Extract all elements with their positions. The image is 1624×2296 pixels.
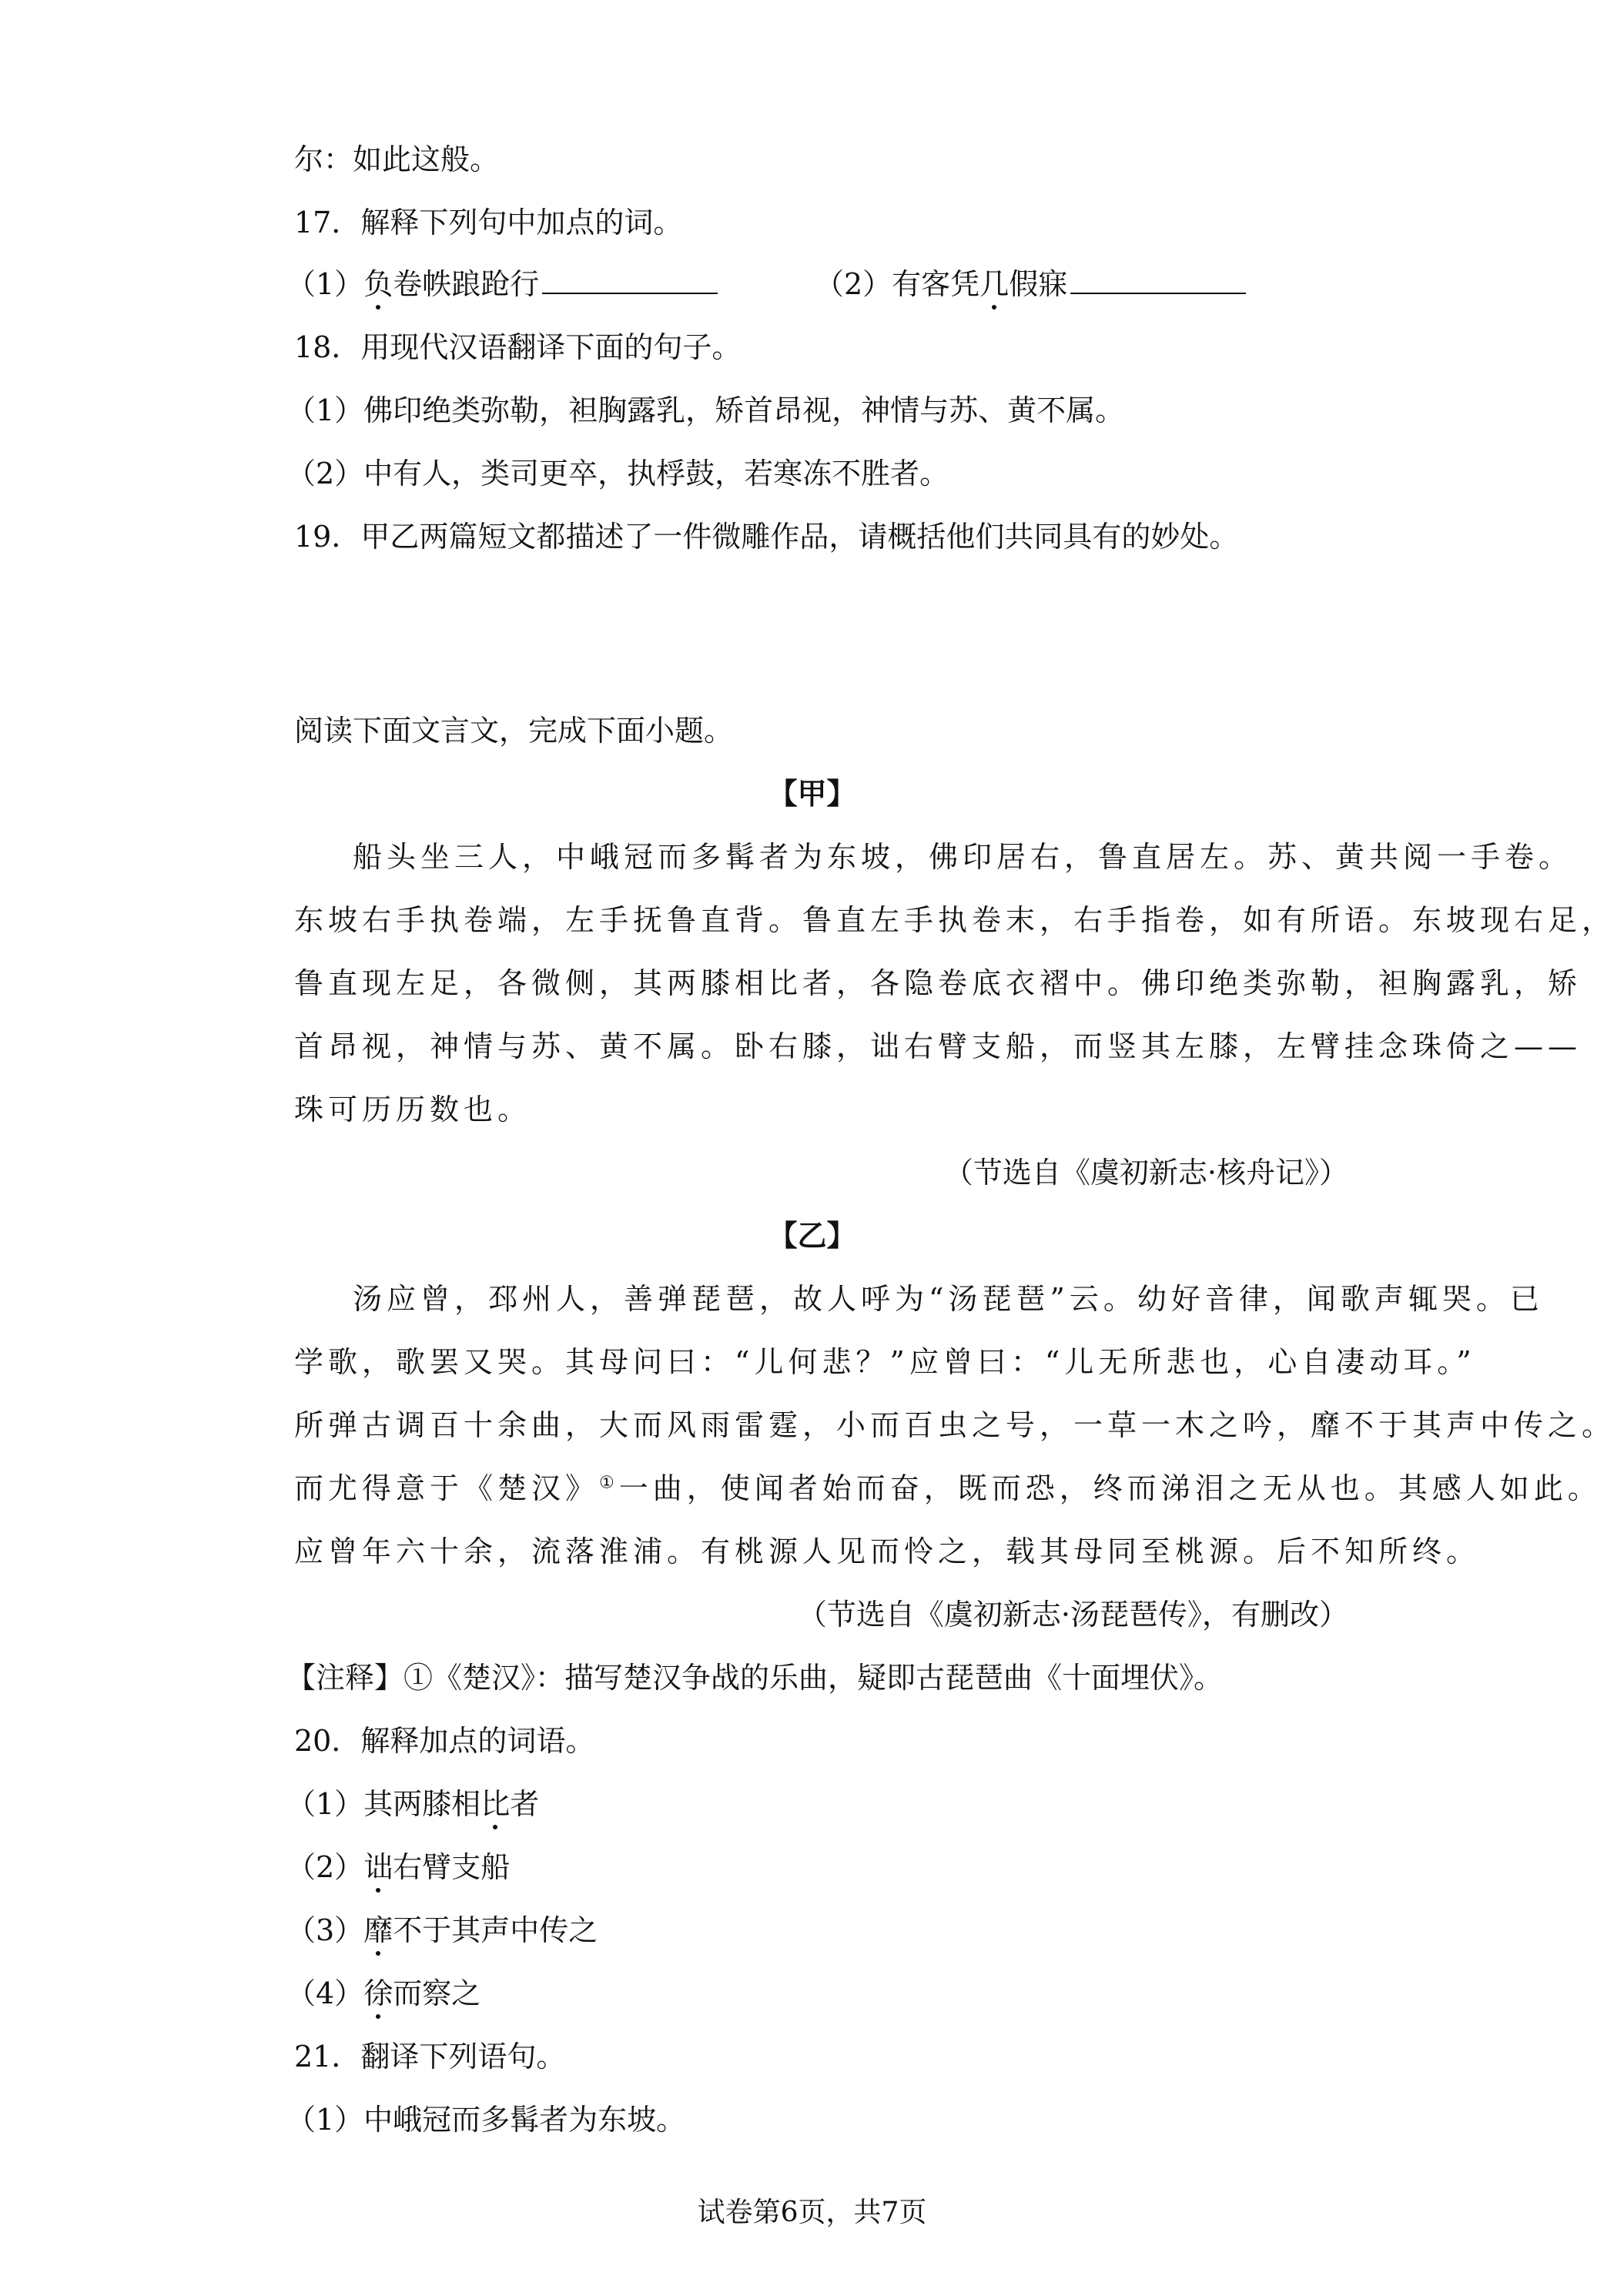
- passage-yi-line: 汤应曾，邳州人，善弹琵琶，故人呼为“汤琵琶”云。幼好音律，闻歌声辄哭。已: [353, 1282, 1544, 1316]
- passage-yi-line: [294, 1469, 1602, 1508]
- q17-item1-text: 卷帙踉跄行: [393, 267, 540, 301]
- q17-stem: 17．解释下列句中加点的词。: [294, 206, 683, 239]
- passage-jia-line: 船头坐三人，中峨冠而多髯者为东坡，佛印居右，鲁直居左。苏、黄共阅一手卷。: [353, 840, 1573, 874]
- q20-item1-prefix: （1）其两膝相: [286, 1787, 481, 1821]
- q17-item2-prefix: （2）有客凭: [815, 267, 980, 301]
- q20-item4-text: 而察之: [393, 1976, 481, 2010]
- reading-intro: 阅读下面文言文，完成下面小题。: [294, 714, 734, 748]
- annotation-note: 【注释】①《楚汉》：描写楚汉争战的乐曲，疑即古琵琶曲《十面埋伏》。: [286, 1661, 1224, 1695]
- q20-item3: [286, 1911, 598, 1950]
- passage-yi-line: 学歌，歌罢又哭。其母问曰：“儿何悲？”应曾曰：“儿无所悲也，心自凄动耳。”: [294, 1345, 1476, 1379]
- passage-jia-line: 鲁直现左足，各微侧，其两膝相比者，各隐卷底衣褶中。佛印绝类弥勒，袒胸露乳，矫: [294, 966, 1582, 1000]
- q20-item4-prefix: （4）: [286, 1976, 364, 2010]
- q17-item1-answer-blank[interactable]: [542, 266, 718, 294]
- passage-jia-line: 珠可历历数也。: [294, 1093, 532, 1126]
- q20-item1: [286, 1785, 539, 1823]
- passage-jia-heading: 【甲】: [768, 776, 856, 811]
- q20-item2-dotted: 诎: [363, 1848, 393, 1886]
- passage-yi-line4-text: 而尤得意于《楚汉》: [294, 1471, 600, 1505]
- q17-item1-dotted: 负: [363, 265, 393, 303]
- passage-yi-line: 应曾年六十余，流落淮浦。有桃源人见而怜之，载其母同至桃源。后不知所终。: [294, 1535, 1481, 1568]
- passage-jia-line: 东坡右手执卷端，左手抚鲁直背。鲁直左手执卷末，右手指卷，如有所语。东坡现右足，: [294, 903, 1616, 937]
- q21-item1: （1）中峨冠而多髯者为东坡。: [286, 2103, 686, 2137]
- q20-item2-text: 右臂支船: [393, 1850, 511, 1884]
- q17-item1-prefix: （1）: [286, 267, 364, 301]
- q20-item2: [286, 1848, 510, 1886]
- q17-item1: [286, 265, 718, 303]
- q20-item1-dotted: 比: [481, 1785, 510, 1823]
- top-note: 尔：如此这般。: [294, 142, 500, 176]
- q21-stem: 21．翻译下列语句。: [294, 2040, 566, 2073]
- q20-item3-prefix: （3）: [286, 1913, 364, 1947]
- q19-stem: 19．甲乙两篇短文都描述了一件微雕作品，请概括他们共同具有的妙处。: [294, 520, 1239, 554]
- passage-yi-heading: 【乙】: [768, 1218, 856, 1253]
- q20-item2-prefix: （2）: [286, 1850, 364, 1884]
- passage-yi-line: 所弹古调百十余曲，大而风雨雷霆，小而百虫之号，一草一木之吟，靡不于其声中传之。: [294, 1408, 1616, 1442]
- passage-yi-line4-text-cont: 一曲，使闻者始而奋，既而恐，终而涕泪之无从也。其感人如此。: [618, 1471, 1602, 1505]
- q18-item1: （1）佛印绝类弥勒，袒胸露乳，矫首昂视，神情与苏、黄不属。: [286, 393, 1125, 427]
- q17-item2-dotted: 几: [979, 265, 1009, 303]
- q20-item4-dotted: 徐: [363, 1974, 393, 2013]
- passage-jia-source: （节选自《虞初新志·核舟记》）: [943, 1156, 1348, 1190]
- q18-item2: （2）中有人，类司更卒，执桴鼓，若寒冻不胜者。: [286, 457, 949, 490]
- q17-item2-answer-blank[interactable]: [1070, 266, 1246, 294]
- q20-item3-dotted: 靡: [363, 1911, 393, 1950]
- q20-stem: 20．解释加点的词语。: [294, 1724, 595, 1758]
- passage-jia-line: 首昂视，神情与苏、黄不属。卧右膝，诎右臂支船，而竖其左膝，左臂挂念珠倚之——: [294, 1029, 1582, 1063]
- footnote-marker: ①: [599, 1473, 619, 1493]
- q17-item2-text: 假寐: [1009, 267, 1068, 301]
- page-footer: 试卷第6页，共7页: [697, 2197, 927, 2228]
- q20-item4: [286, 1974, 481, 2013]
- q17-item2: [815, 265, 1246, 303]
- passage-yi-source: （节选自《虞初新志·汤琵琶传》，有删改）: [797, 1598, 1348, 1632]
- q18-stem: 18．用现代汉语翻译下面的句子。: [294, 330, 742, 364]
- q20-item3-text: 不于其声中传之: [393, 1913, 598, 1947]
- q20-item1-text: 者: [510, 1787, 540, 1821]
